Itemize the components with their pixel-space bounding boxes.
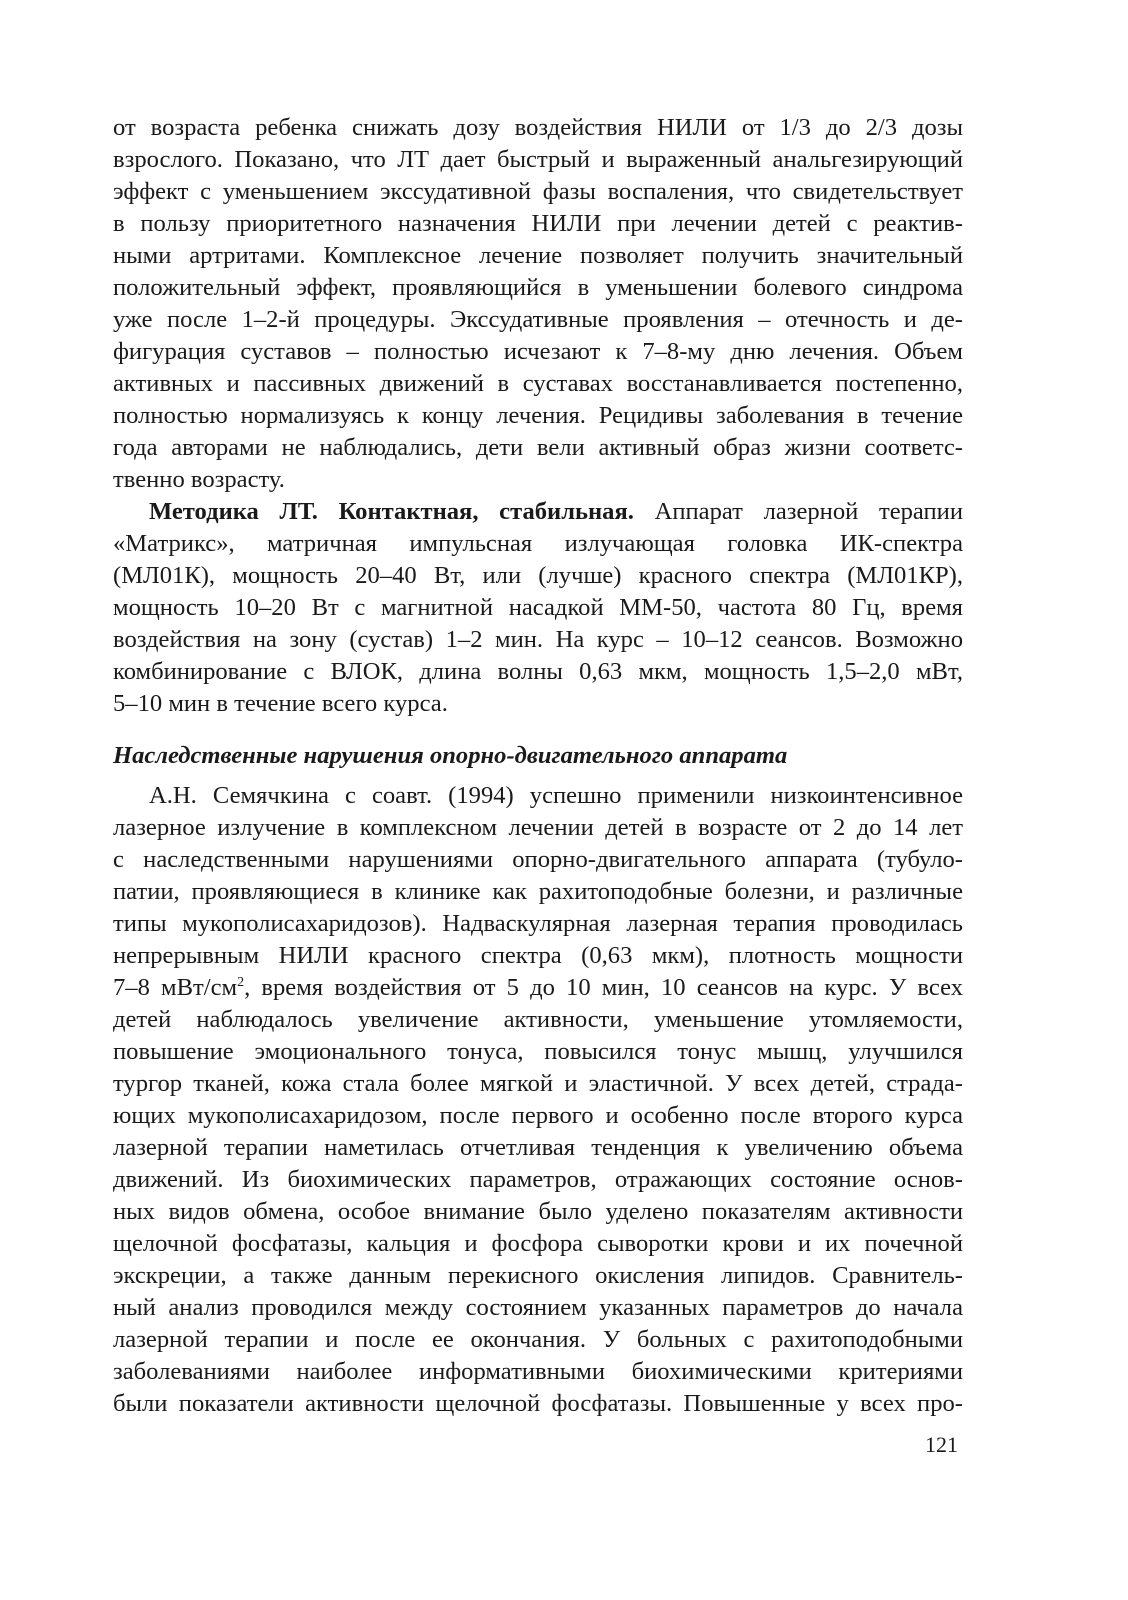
text-line: 5–10 мин в течение всего курса.	[113, 690, 448, 717]
sup-line-end: , время воздействия от 5 до 10 мин, 10 сеансов на курс. У всех	[244, 974, 963, 1001]
text-line: от возраста ребенка снижать дозу воздействия НИЛИ от 1/3 до 2/3 дозы	[113, 114, 963, 141]
text-line: активных и пассивных движений в суставах восстанавливается постепенно,	[113, 370, 963, 397]
text-line: типы мукополисахаридозов). Надваскулярная лазерная терапия проводилась	[113, 910, 963, 937]
superscript-2: 2	[237, 974, 245, 990]
page-number: 121	[925, 1432, 958, 1457]
text-line: тургор тканей, кожа стала более мягкой и эластичной. У всех детей, страда-	[113, 1070, 963, 1097]
text-line: воздействия на зону (сустав) 1–2 мин. На курс – 10–12 сеансов. Возможно	[113, 626, 963, 653]
text-line: лазерное излучение в комплексном лечении детей в возрасте от 2 до 14 лет	[113, 814, 963, 841]
text-line: непрерывным НИЛИ красного спектра (0,63 мкм), плотность мощности	[113, 942, 963, 969]
text-line: полностью нормализуясь к концу лечения. Рецидивы заболевания в течение	[113, 402, 963, 429]
text-line: мощность 10–20 Вт с магнитной насадкой ММ-50, частота 80 Гц, время	[113, 594, 963, 621]
text-line: были показатели активности щелочной фосфатазы. Повышенные у всех про-	[113, 1390, 963, 1417]
method-lead-rest: Аппарат лазерной терапии	[633, 498, 963, 525]
text-line: положительный эффект, проявляющийся в уменьшении болевого синдрома	[113, 274, 963, 301]
section-heading: Наследственные нарушения опорно-двигательного аппарата	[113, 742, 788, 769]
text-line: фигурация суставов – полностью исчезают к 7–8-му дню лечения. Объем	[113, 338, 963, 365]
text-line: ный анализ проводился между состоянием указанных параметров до начала	[113, 1294, 963, 1321]
text-line: А.Н. Семячкина с соавт. (1994) успешно применили низкоинтенсивное	[149, 782, 963, 809]
paragraph-1	[113, 112, 963, 496]
text-line: ющих мукополисахаридозом, после первого и особенно после второго курса	[113, 1102, 963, 1129]
text-line: лазерной терапии и после ее окончания. У больных с рахитоподобными	[113, 1326, 963, 1353]
text-line: твенно возрасту.	[113, 466, 285, 493]
sup-line-start: 7–8 мВт/см	[113, 974, 238, 1001]
text-line-with-superscript	[113, 972, 963, 1004]
method-lead: Методика ЛТ. Контактная, стабильная.	[149, 498, 634, 525]
text-line: повышение эмоционального тонуса, повысился тонус мышц, улучшился	[113, 1038, 963, 1065]
text-line: (МЛ01К), мощность 20–40 Вт, или (лучше) красного спектра (МЛ01КР),	[113, 562, 963, 589]
text-line: патии, проявляющиеся в клинике как рахитоподобные болезни, и различные	[113, 878, 963, 905]
text-line: в пользу приоритетного назначения НИЛИ при лечении детей с реактив-	[113, 210, 963, 237]
text-line: комбинирование с ВЛОК, длина волны 0,63 мкм, мощность 1,5–2,0 мВт,	[113, 658, 963, 685]
text-line: лазерной терапии наметилась отчетливая тенденция к увеличению объема	[113, 1134, 963, 1161]
text-line-first	[113, 496, 963, 528]
paragraph-2	[113, 496, 963, 720]
text-line: взрослого. Показано, что ЛТ дает быстрый и выраженный анальгезирующий	[113, 146, 963, 173]
text-line: уже после 1–2-й процедуры. Экссудативные проявления – отечность и де-	[113, 306, 963, 333]
text-line: щелочной фосфатазы, кальция и фосфора сыворотки крови и их почечной	[113, 1230, 963, 1257]
page-body	[113, 112, 963, 1420]
text-line: заболеваниями наиболее информативными биохимическими критериями	[113, 1358, 963, 1385]
text-line: детей наблюдалось увеличение активности, уменьшение утомляемости,	[113, 1006, 963, 1033]
text-line: экскреции, а также данным перекисного окисления липидов. Сравнитель-	[113, 1262, 963, 1289]
text-line: движений. Из биохимических параметров, отражающих состояние основ-	[113, 1166, 963, 1193]
text-line: эффект с уменьшением экссудативной фазы воспаления, что свидетельствует	[113, 178, 963, 205]
text-line: ных видов обмена, особое внимание было уделено показателям активности	[113, 1198, 963, 1225]
text-line: «Матрикс», матричная импульсная излучающая головка ИК-спектра	[113, 530, 963, 557]
text-line: ными артритами. Комплексное лечение позволяет получить значительный	[113, 242, 963, 269]
text-line: года авторами не наблюдались, дети вели активный образ жизни соответс-	[113, 434, 963, 461]
text-line: с наследственными нарушениями опорно-двигательного аппарата (тубуло-	[113, 846, 963, 873]
paragraph-3	[113, 780, 963, 1420]
